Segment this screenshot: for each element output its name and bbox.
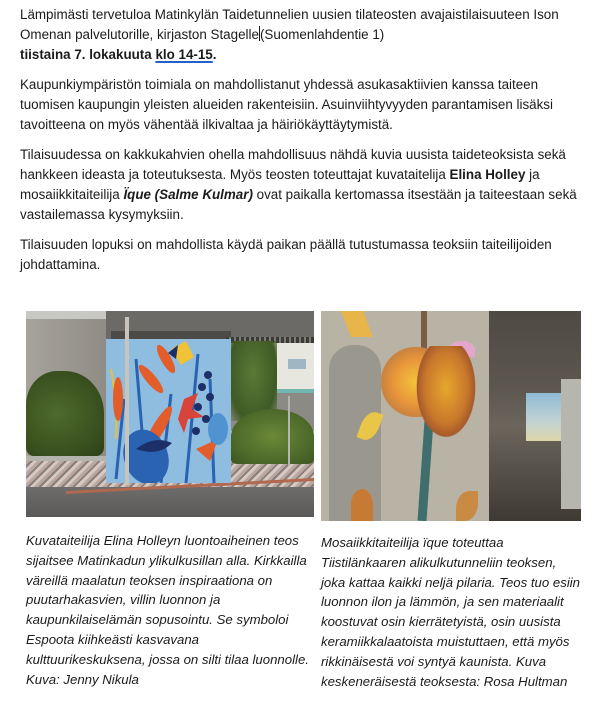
figure-mural xyxy=(26,311,315,689)
mural-caption: Kuvataiteilija Elina Holleyn luontoaiheinen teos sijaitsee Matinkadun ylikulkusillan alla. Kirkkailla väreillä maalatun teoksen inspiraationa on puutarhakasvien, villin luonnon ja kaupunkilaiselämän sopusointu. Se symboloi Espoota kiihkeästi kasvavana kulttuurikeskuksena, jossa on silti tilaa luonnolle. Kuva: Jenny Nikula xyxy=(26,533,309,687)
artist-name-elina-holley: Elina Holley xyxy=(449,167,526,182)
intro-line-1: Lämpimästi tervetuloa Matinkylän Taidetunnelien uusien tilateosten avajaistilaisuuteen Ison xyxy=(20,7,559,22)
figure-mosaic xyxy=(321,311,582,691)
artist-name-ique: Ïque (Salme Kulmar) xyxy=(123,187,253,202)
image-gallery xyxy=(26,311,582,711)
details-text-1: Tilaisuudessa on kakkukahvien ohella mahdollisuus nähdä kuvia uusista taideteoksista sekä hankkeen ideasta ja toteutuksesta. Myös teosten toteuttajat kuvataitelija xyxy=(20,147,566,182)
event-date xyxy=(20,45,585,65)
event-date-end: . xyxy=(212,47,217,62)
mosaic-caption: Mosaiikkitaiteilija ïque toteuttaa Tiistilänkaaren alikulkutunneliin teoksen, joka kattaa kaikki neljä pilaria. Teos tuo esiin luonnon ilon ja lämmön, ja sen materiaalit koostuvat osin kierrätetyistä, osin uusista keramiikkalaatoista muistuttaen, että myös rikkinäisestä voi syntyä kaunista. Kuva keskeneräisestä teoksesta: Rosa Hultman xyxy=(321,535,581,689)
intro-location: Omenan palvelutorille, kirjaston Stagelle xyxy=(20,27,259,42)
event-date-text: tiistaina 7. lokakuuta xyxy=(20,47,156,62)
paragraph-event-details xyxy=(20,145,585,225)
intro-address: (Suomenlahdentie 1) xyxy=(259,27,385,42)
mosaic-photo[interactable] xyxy=(321,311,581,521)
event-time-link[interactable]: klo 14-15 xyxy=(155,47,213,62)
paragraph-background: Kaupunkiympäristön toimiala on mahdollistanut yhdessä asukasaktiivien kanssa taiteen tuomisen kaupungin yleisten alueiden rakenteisiin. Asuinviihtyvyyden parantamisen lisäksi tavoitteena on myös vähentää ilkivaltaa ja häiriökäyttäytymistä. xyxy=(20,77,553,132)
intro-line-2 xyxy=(20,25,585,45)
details-text-2: ja mosaiikkitaiteilija xyxy=(20,167,540,202)
intro-paragraph xyxy=(20,5,585,65)
mural-photo[interactable] xyxy=(26,311,314,517)
details-text-3: ovat paikalla kertomassa itsestään ja taiteestaan sekä vastailemassa kysymyksiin. xyxy=(20,187,577,222)
paragraph-closing: Tilaisuuden lopuksi on mahdollista käydä paikan päällä tutustumassa teoksiin taiteilijoiden johdattamina. xyxy=(20,237,552,272)
document-body xyxy=(20,5,585,285)
